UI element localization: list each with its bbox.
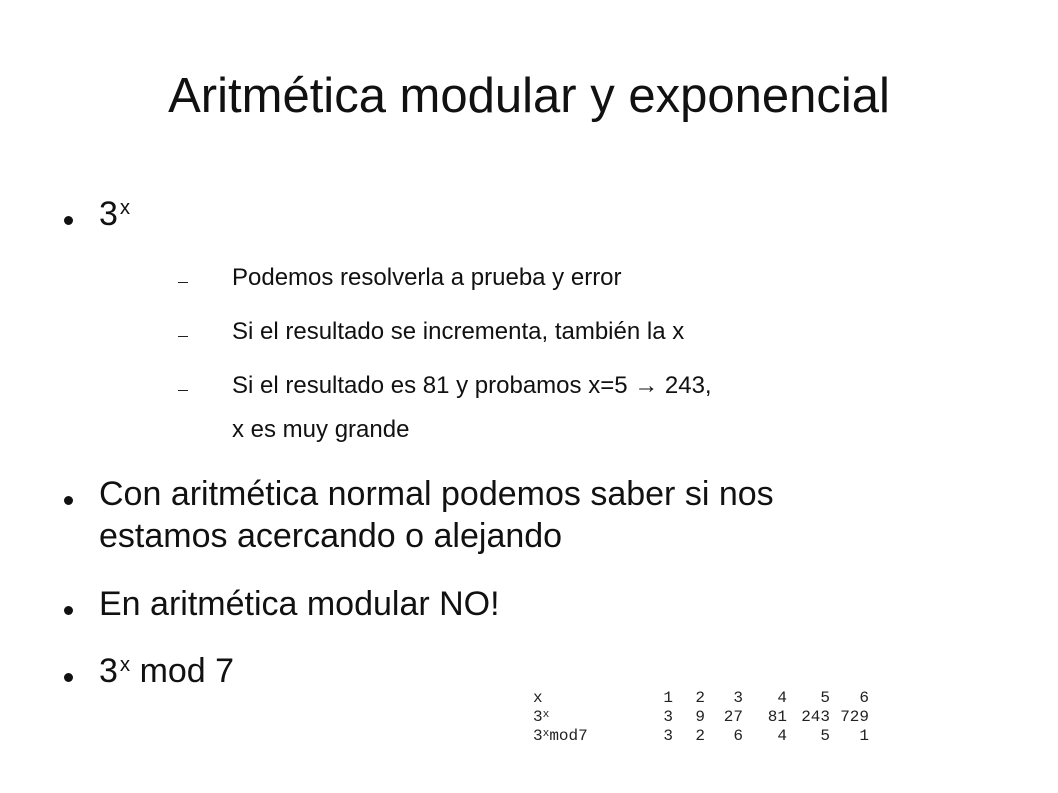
table-cell: 3	[733, 689, 743, 707]
bullet-3x-mod7-text	[99, 650, 234, 697]
table-cell: 9	[695, 708, 705, 726]
slide-title: Aritmética modular y exponencial	[168, 69, 890, 123]
table-row-label	[533, 727, 588, 748]
bullet-3x-text	[99, 193, 130, 240]
table-cell: 729	[840, 708, 869, 726]
table-row-label-rest: mod7	[549, 727, 588, 745]
bullet-dot	[64, 673, 73, 682]
table-cell: 243	[801, 708, 830, 726]
sub-bullet-dash	[178, 282, 188, 283]
table-cell: 5	[820, 727, 830, 745]
table-row-label-base: x	[533, 689, 543, 707]
sub-bullet-dash	[178, 336, 188, 337]
sub-bullet-dash	[178, 390, 188, 391]
table-row-label-base: 3	[533, 727, 543, 745]
table-cell: 1	[663, 689, 673, 707]
table-cell: 4	[777, 727, 787, 745]
bullet-3x-base: 3	[99, 195, 118, 233]
table-row-label	[533, 708, 549, 729]
table-cell: 2	[695, 727, 705, 745]
table-cell: 27	[723, 708, 743, 726]
table-cell: 3	[663, 708, 673, 726]
bullet-aritmetica-normal-line2: estamos acercando o alejando	[99, 517, 563, 555]
table-cell: 81	[767, 708, 787, 726]
table-cell: 4	[777, 689, 787, 707]
table-cell: 6	[733, 727, 743, 745]
table-cell: 3	[663, 727, 673, 745]
bullet-dot	[64, 496, 73, 505]
table-cell: 6	[859, 689, 869, 707]
bullet-3x-mod7-rest: mod 7	[130, 652, 235, 690]
sub-bullet-incrementa-text: Si el resultado se incrementa, también la x	[232, 318, 685, 345]
sub-bullet-81-243-line2: x es muy grande	[232, 416, 410, 443]
sub-bullet-81-243-line1: Si el resultado es 81 y probamos x=5 → 243,	[232, 372, 712, 399]
bullet-3x-mod7-base: 3	[99, 652, 118, 690]
table-row-label-sup: x	[542, 727, 550, 740]
bullet-modular-no-text: En aritmética modular NO!	[99, 585, 500, 623]
bullet-dot	[64, 216, 73, 225]
table-cell: 5	[820, 689, 830, 707]
table-cell: 1	[859, 727, 869, 745]
sub-bullet-prueba-error-text: Podemos resolverla a prueba y error	[232, 264, 622, 291]
bullet-3x-sup: x	[119, 196, 131, 219]
table-cell: 2	[695, 689, 705, 707]
bullet-3x-mod7-sup: x	[119, 653, 131, 676]
bullet-aritmetica-normal-line1: Con aritmética normal podemos saber si nos	[99, 475, 774, 513]
table-row-label-base: 3	[533, 708, 543, 726]
table-row-label	[533, 689, 543, 708]
bullet-dot	[64, 606, 73, 615]
table-row-label-sup: x	[542, 708, 550, 721]
